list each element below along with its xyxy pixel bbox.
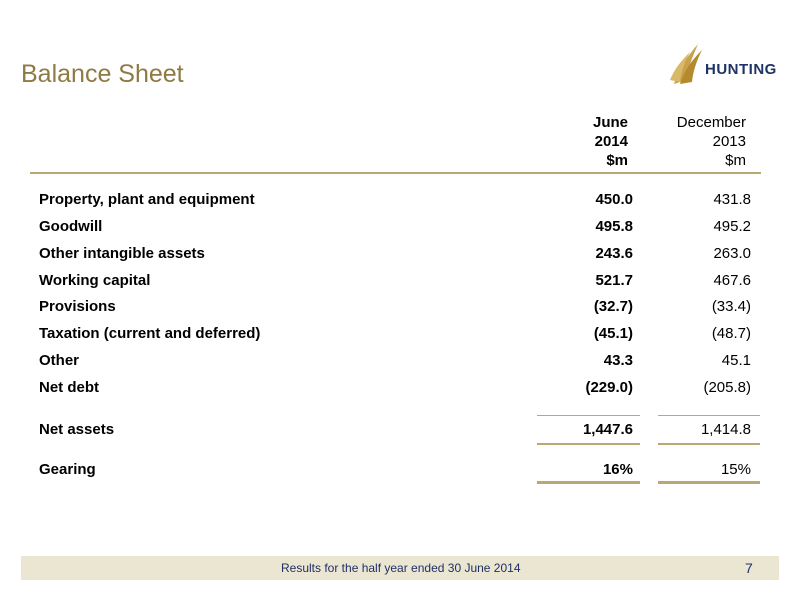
footer-text: Results for the half year ended 30 June 2014 (281, 561, 521, 575)
table-row: Other intangible assets 243.6 263.0 (39, 245, 751, 262)
gearing-row: Gearing 16% 15% (39, 461, 751, 478)
net-assets-top-rule-june (537, 415, 640, 416)
page-number: 7 (745, 560, 753, 576)
footer-bar (21, 556, 779, 580)
net-assets-bottom-rule-june (537, 443, 640, 445)
net-assets-row: Net assets 1,447.6 1,414.8 (39, 421, 751, 438)
table-row: Goodwill 495.8 495.2 (39, 218, 751, 235)
page-title: Balance Sheet (21, 60, 184, 88)
header-divider (30, 172, 761, 174)
table-row: Property, plant and equipment 450.0 431.8 (39, 191, 751, 208)
column-header-june: June 2014 $m (592, 114, 628, 169)
logo-text: HUNTING (705, 61, 777, 78)
hunting-logo (668, 40, 783, 90)
net-assets-bottom-rule-december (658, 443, 760, 445)
table-row: Taxation (current and deferred) (45.1) (48.7) (39, 325, 751, 342)
wing-icon (668, 40, 708, 88)
column-header-december: December 2013 $m (676, 114, 746, 169)
gearing-rule-june (537, 481, 640, 484)
table-row: Other 43.3 45.1 (39, 352, 751, 369)
net-assets-top-rule-december (658, 415, 760, 416)
table-row: Net debt (229.0) (205.8) (39, 379, 751, 396)
gearing-rule-december (658, 481, 760, 484)
table-row: Working capital 521.7 467.6 (39, 272, 751, 289)
table-row: Provisions (32.7) (33.4) (39, 298, 751, 315)
